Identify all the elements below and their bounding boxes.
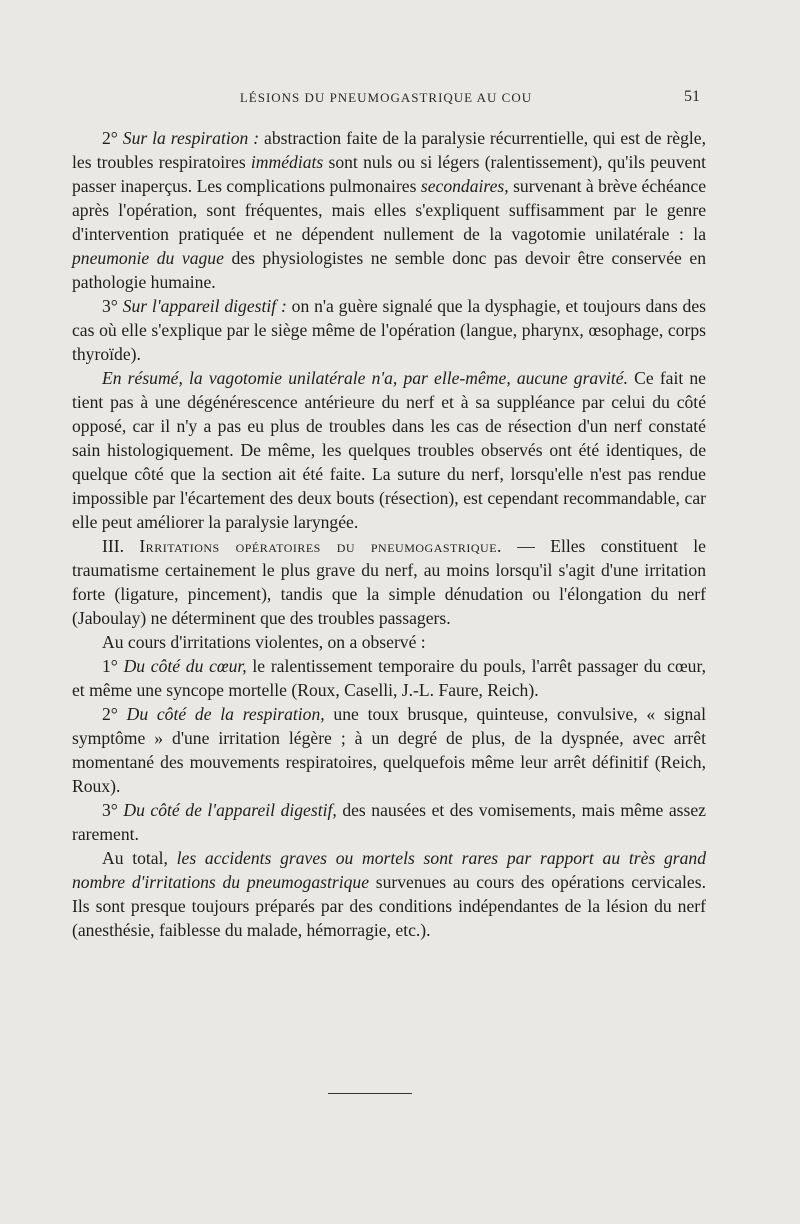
paragraph-text: survenant à brève échéance après l'opération, sont fréquentes, mais elles s'expliquent suffisamment par le genre d'intervention pratiquée et ne dépendent nullement de la vagotomie unilatérale : la — [72, 176, 707, 244]
paragraph-text: — Elles constituent le traumatisme certainement le plus grave du nerf, au moins lorsqu'il s'agit d'une irritation forte (ligature, pincement), tandis que la simple dénudation ou l'élongation du nerf (Jaboulay) ne déterminent que des troubles passagers. — [72, 536, 706, 628]
paragraph-text: le ralentissement temporaire du pouls, l'arrêt passager du cœur, et même une syncope mortelle (Roux, Caselli, J.-L. Faure, Reich). — [72, 656, 706, 700]
item-heading: Sur la respiration : — [122, 128, 260, 148]
running-title: LÉSIONS DU PNEUMOGASTRIQUE AU COU — [239, 90, 533, 105]
paragraph-text: une toux brusque, quinteuse, convulsive, « signal symptôme » d'une irritation légère ; à un degré de plus, de la dyspnée, avec arrêt momentané des mouvements respiratoires, quelquefois même leur arrêt définitif (Reich, Roux). — [72, 704, 706, 796]
body-text — [72, 126, 706, 942]
item-number: 1° — [102, 656, 118, 676]
item-number: 3° — [102, 296, 118, 316]
paragraph-respiration — [72, 126, 706, 294]
item-heading: Du côté de la respiration, — [126, 704, 325, 724]
end-rule — [328, 1093, 412, 1094]
paragraph-text: Au total, — [102, 848, 177, 868]
item-number: 2° — [102, 128, 118, 148]
emphasis: secondaires, — [420, 176, 509, 196]
item-heading: Du côté du cœur, — [123, 656, 247, 676]
emphasis: les accidents graves ou mortels sont rares par rapport au très grand nombre d'irritations du pneumogastrique — [72, 848, 707, 892]
section-number: III. — [102, 536, 124, 556]
page-number: 51 — [684, 88, 700, 105]
paragraph-text: des physiologistes ne semble donc pas devoir être conservée en pathologie humaine. — [72, 248, 706, 292]
item-number: 3° — [102, 800, 118, 820]
item-heading: Du côté de l'appareil digestif, — [123, 800, 337, 820]
emphasis: En résumé, la vagotomie unilatérale n'a, par elle-même, aucune gravité. — [102, 368, 629, 388]
paragraph-text: on n'a guère signalé que la dysphagie, et toujours dans des cas où elle s'explique par le siège même de l'opération (langue, pharynx, œsophage, corps thyroïde). — [72, 296, 706, 364]
item-heading: Sur l'appareil digestif : — [122, 296, 287, 316]
paragraph-section-iii — [72, 534, 706, 630]
paragraph-text: sont nuls ou si légers (ralentissement), qu'ils peuvent passer inaperçus. Les complications pulmonaires — [72, 152, 706, 196]
item-number: 2° — [102, 704, 118, 724]
page-header — [72, 90, 700, 112]
emphasis: immédiats — [250, 152, 324, 172]
paragraph-text: survenues au cours des opérations cervicales. Ils sont presque toujours préparés par des conditions indépendantes de la lésion du nerf (anesthésie, faiblesse du malade, hémorragie, etc.). — [72, 872, 706, 940]
paragraph-coeur — [72, 654, 706, 702]
paragraph-text: des nausées et des vomisements, mais même assez rarement. — [72, 800, 706, 844]
section-heading: Irritations opératoires du pneumogastrique. — [139, 536, 502, 556]
paragraph-text: Au cours d'irritations violentes, on a observé : — [102, 632, 426, 652]
paragraph-text: abstraction faite de la paralysie récurrentielle, qui est de règle, les troubles respiratoires — [72, 128, 706, 172]
paragraph-total — [72, 846, 706, 942]
paragraph-resume — [72, 366, 706, 534]
paragraph-intro — [72, 630, 706, 654]
paragraph-text: Ce fait ne tient pas à une dégénérescence antérieure du nerf et à sa suppléance par celui du côté opposé, car il n'y a pas eu plus de troubles dans les cas de résection d'un nerf constaté sain histologiquement. De même, les quelques troubles observés ont été identiques, de quelque côté que la section ait été faite. La suture du nerf, lorsqu'elle n'est pas rendue impossible par l'écartement des deux bouts (résection), est cependant recommandable, car elle peut améliorer la paralysie laryngée. — [72, 368, 706, 532]
emphasis: pneumonie du vague — [72, 248, 224, 268]
paragraph-digestif-2 — [72, 798, 706, 846]
paragraph-respiration-2 — [72, 702, 706, 798]
paragraph-digestif — [72, 294, 706, 366]
